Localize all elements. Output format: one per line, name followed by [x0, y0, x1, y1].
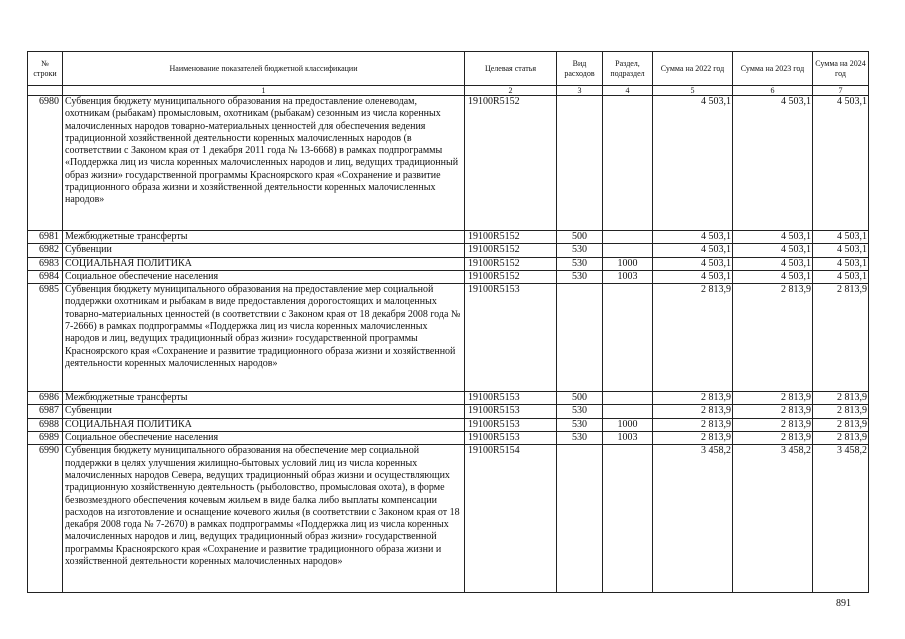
row-sum-2022: 2 813,9	[653, 418, 733, 431]
table-row	[28, 96, 869, 231]
col-number-1: 1	[63, 86, 465, 96]
row-sum-2023: 2 813,9	[733, 405, 813, 418]
row-name: Субвенции	[63, 405, 465, 418]
row-section	[603, 284, 653, 392]
row-sum-2023: 4 503,1	[733, 244, 813, 257]
row-name: Субвенция бюджету муниципального образования на обеспечение мер социальной поддержки в целях улучшения жилищно-бытовых условий лиц из числа коренных малочисленных народов Севера, ведущих традиционный образ жизни и осуществляющих традиционную хозяйственную деятельность (рыболовство, промысловая охота), в форме безвозмездного обеспечения кочевым жильем в виде балка либо выплаты компенсации расходов на изготовление и оснащение кочевого жилья (в соответствии с Законом края от 18 декабря 2008 года № 7-2670) в рамках подпрограммы «Поддержка лиц из числа коренных малочисленных народов и лиц, ведущих традиционный образ жизни» государственной программы Красноярского края «Сохранение и развитие традиционного образа жизни и хозяйственной деятельности коренных малочисленных народов»	[63, 445, 465, 593]
col-number-3: 3	[557, 86, 603, 96]
budget-table	[27, 51, 869, 593]
row-section: 1000	[603, 418, 653, 431]
header-2023: Сумма на 2023 год	[733, 52, 813, 86]
col-number-7: 7	[813, 86, 869, 96]
row-target: 19100R5152	[465, 270, 557, 283]
row-sum-2022: 2 813,9	[653, 284, 733, 392]
row-section	[603, 392, 653, 405]
row-target: 19100R5152	[465, 257, 557, 270]
table-row	[28, 284, 869, 392]
col-number-blank	[28, 86, 63, 96]
row-type: 530	[557, 405, 603, 418]
row-sum-2022: 2 813,9	[653, 432, 733, 445]
row-sum-2024: 2 813,9	[813, 284, 869, 392]
row-sum-2023: 4 503,1	[733, 231, 813, 244]
header-2024: Сумма на 2024 год	[813, 52, 869, 86]
row-sum-2023: 4 503,1	[733, 270, 813, 283]
row-type: 530	[557, 244, 603, 257]
row-section: 1003	[603, 270, 653, 283]
row-name: Социальное обеспечение населения	[63, 432, 465, 445]
row-sum-2024: 4 503,1	[813, 270, 869, 283]
row-name: Субвенция бюджету муниципального образования на предоставление мер социальной поддержки охотникам и рыбакам в виде предоставления дорогостоящих и малоценных товарно-материальных ценностей (в соответствии с Законом края от 18 декабря 2008 года № 7-2666) в рамках подпрограммы «Поддержка лиц из числа коренных малочисленных народов и лиц, ведущих традиционный образ жизни» государственной программы Красноярского края «Сохранение и развитие традиционного образа жизни и хозяйственной деятельности коренных малочисленных народов»	[63, 284, 465, 392]
row-sum-2024: 4 503,1	[813, 244, 869, 257]
col-number-5: 5	[653, 86, 733, 96]
row-section	[603, 231, 653, 244]
row-target: 19100R5153	[465, 284, 557, 392]
row-target: 19100R5152	[465, 96, 557, 231]
row-sum-2024: 4 503,1	[813, 257, 869, 270]
row-name: Межбюджетные трансферты	[63, 231, 465, 244]
row-number: 6980	[28, 96, 63, 231]
row-type: 530	[557, 418, 603, 431]
row-sum-2024: 2 813,9	[813, 392, 869, 405]
row-sum-2024: 2 813,9	[813, 405, 869, 418]
table-row	[28, 231, 869, 244]
row-target: 19100R5152	[465, 244, 557, 257]
row-sum-2024: 2 813,9	[813, 418, 869, 431]
col-number-6: 6	[733, 86, 813, 96]
row-name: Социальное обеспечение населения	[63, 270, 465, 283]
header-row-no: № строки	[28, 52, 63, 86]
row-type	[557, 284, 603, 392]
table-row	[28, 270, 869, 283]
row-number: 6987	[28, 405, 63, 418]
column-number-row	[28, 86, 869, 96]
row-sum-2023: 4 503,1	[733, 96, 813, 231]
row-sum-2024: 3 458,2	[813, 445, 869, 593]
row-target: 19100R5153	[465, 405, 557, 418]
row-section	[603, 244, 653, 257]
row-number: 6983	[28, 257, 63, 270]
row-target: 19100R5153	[465, 432, 557, 445]
header-target: Целевая статья	[465, 52, 557, 86]
row-number: 6990	[28, 445, 63, 593]
row-sum-2023: 4 503,1	[733, 257, 813, 270]
header-section: Раздел, подраздел	[603, 52, 653, 86]
page-number: 891	[836, 598, 851, 609]
row-target: 19100R5152	[465, 231, 557, 244]
row-number: 6981	[28, 231, 63, 244]
table-row	[28, 257, 869, 270]
row-sum-2023: 2 813,9	[733, 284, 813, 392]
row-sum-2023: 3 458,2	[733, 445, 813, 593]
row-sum-2022: 4 503,1	[653, 257, 733, 270]
row-target: 19100R5154	[465, 445, 557, 593]
row-name: Субвенции	[63, 244, 465, 257]
row-type	[557, 96, 603, 231]
row-number: 6989	[28, 432, 63, 445]
row-section	[603, 96, 653, 231]
row-number: 6982	[28, 244, 63, 257]
row-number: 6984	[28, 270, 63, 283]
row-type: 500	[557, 392, 603, 405]
col-number-2: 2	[465, 86, 557, 96]
row-type: 500	[557, 231, 603, 244]
table-row	[28, 445, 869, 593]
row-section: 1003	[603, 432, 653, 445]
row-sum-2023: 2 813,9	[733, 392, 813, 405]
col-number-4: 4	[603, 86, 653, 96]
row-number: 6988	[28, 418, 63, 431]
row-number: 6985	[28, 284, 63, 392]
row-number: 6986	[28, 392, 63, 405]
row-sum-2023: 2 813,9	[733, 432, 813, 445]
header-row	[28, 52, 869, 86]
row-section: 1000	[603, 257, 653, 270]
row-target: 19100R5153	[465, 392, 557, 405]
row-sum-2022: 4 503,1	[653, 244, 733, 257]
table-row	[28, 244, 869, 257]
row-section	[603, 445, 653, 593]
header-name: Наименование показателей бюджетной классификации	[63, 52, 465, 86]
row-sum-2023: 2 813,9	[733, 418, 813, 431]
row-type: 530	[557, 432, 603, 445]
header-2022: Сумма на 2022 год	[653, 52, 733, 86]
row-sum-2022: 4 503,1	[653, 231, 733, 244]
row-name: СОЦИАЛЬНАЯ ПОЛИТИКА	[63, 257, 465, 270]
table-row	[28, 392, 869, 405]
row-sum-2022: 4 503,1	[653, 96, 733, 231]
row-type: 530	[557, 257, 603, 270]
row-target: 19100R5153	[465, 418, 557, 431]
row-sum-2022: 3 458,2	[653, 445, 733, 593]
row-name: Субвенция бюджету муниципального образования на предоставление оленеводам, охотникам (рыбакам) промысловым, охотникам (рыбакам) сезонным из числа коренных малочисленных народов товарно-материальных ценностей для обеспечения ведения традиционной хозяйственной деятельности коренных малочисленных народов (в соответствии с Законом края от 1 декабря 2011 года № 13-6668) в рамках подпрограммы «Поддержка лиц из числа коренных малочисленных народов и лиц, ведущих традиционный образ жизни» государственной программы Красноярского края «Сохранение и развитие традиционного образа жизни и хозяйственной деятельности коренных малочисленных народов»	[63, 96, 465, 231]
row-section	[603, 405, 653, 418]
row-name: Межбюджетные трансферты	[63, 392, 465, 405]
row-type	[557, 445, 603, 593]
table-row	[28, 432, 869, 445]
row-sum-2024: 4 503,1	[813, 96, 869, 231]
table-row	[28, 418, 869, 431]
row-sum-2022: 2 813,9	[653, 392, 733, 405]
row-sum-2022: 2 813,9	[653, 405, 733, 418]
row-name: СОЦИАЛЬНАЯ ПОЛИТИКА	[63, 418, 465, 431]
row-sum-2024: 2 813,9	[813, 432, 869, 445]
row-sum-2024: 4 503,1	[813, 231, 869, 244]
table-row	[28, 405, 869, 418]
header-type: Вид расходов	[557, 52, 603, 86]
row-sum-2022: 4 503,1	[653, 270, 733, 283]
row-type: 530	[557, 270, 603, 283]
